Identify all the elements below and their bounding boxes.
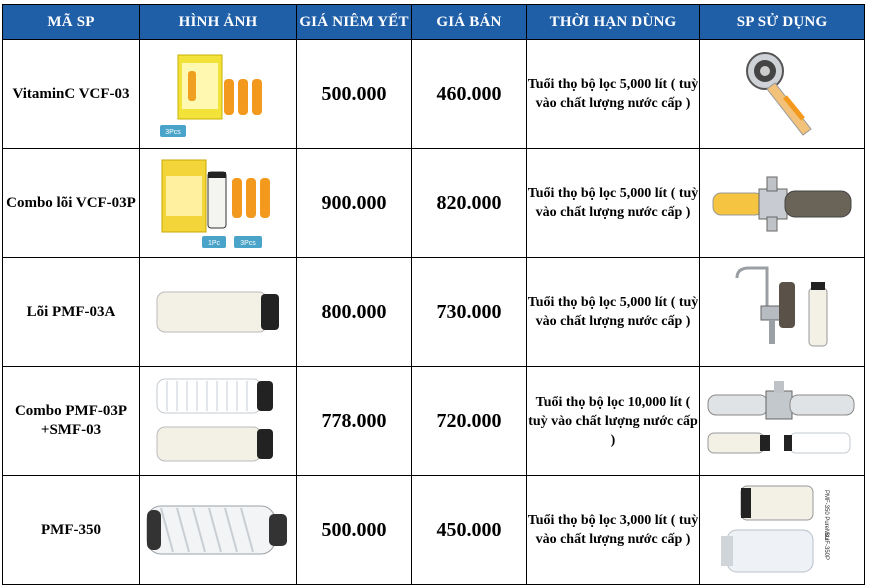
sale-price: 730.000 [412, 258, 527, 367]
product-image-cell [140, 476, 297, 585]
list-price: 778.000 [297, 367, 412, 476]
product-code: Combo lõi VCF-03P [3, 149, 140, 258]
label-pmf-350: PMF-350 PureMax [823, 490, 829, 541]
lifetime: Tuổi thọ bộ lọc 5,000 lít ( tuỳ vào chất lượng nước cấp ) [527, 149, 700, 258]
table-row [3, 367, 865, 476]
header-image: HÌNH ẢNH [140, 5, 297, 40]
table-row [3, 476, 865, 585]
product-image-cell [140, 258, 297, 367]
two-filters-image [153, 375, 283, 467]
used-with-cell [700, 258, 865, 367]
badge-1pc: 1Pc [207, 240, 221, 247]
header-list-price: GIÁ NIÊM YẾT [297, 5, 412, 40]
badge-3pcs: 3Pcs [165, 129, 181, 136]
lifetime: Tuổi thọ bộ lọc 5,000 lít ( tuỳ vào chất lượng nước cấp ) [527, 40, 700, 149]
vitamin-filter-box-image [158, 49, 278, 139]
inline-filter-housing-image [707, 173, 857, 233]
header-code: MÃ SP [3, 5, 140, 40]
list-price: 500.000 [297, 476, 412, 585]
used-with-cell [700, 367, 865, 476]
pmf-350-filter-image [143, 500, 293, 560]
cylinder-filter-image [153, 290, 283, 334]
list-price: 800.000 [297, 258, 412, 367]
header-lifetime: THỜI HẠN DÙNG [527, 5, 700, 40]
header-used-with: SP SỬ DỤNG [700, 5, 865, 40]
used-with-cell [700, 149, 865, 258]
lifetime: Tuổi thọ bộ lọc 3,000 lít ( tuỳ vào chất lượng nước cấp ) [527, 476, 700, 585]
used-with-cell [700, 476, 865, 585]
product-code: VitaminC VCF-03 [3, 40, 140, 149]
product-image-cell [140, 149, 297, 258]
badge-3pcs: 3Pcs [240, 240, 256, 247]
label-suf-350p: SUF-350P [823, 532, 829, 561]
shower-head-image [737, 49, 827, 139]
combo-filter-box-image [158, 156, 278, 250]
table-row [3, 149, 865, 258]
pmf-350-suf-350p-image [707, 482, 857, 578]
product-code: PMF-350 [3, 476, 140, 585]
sale-price: 720.000 [412, 367, 527, 476]
product-image-cell [140, 40, 297, 149]
product-image-cell [140, 367, 297, 476]
sale-price: 820.000 [412, 149, 527, 258]
sale-price: 460.000 [412, 40, 527, 149]
header-sale-price: GIÁ BÁN [412, 5, 527, 40]
header-row [3, 5, 865, 40]
product-code: Lõi PMF-03A [3, 258, 140, 367]
used-with-cell [700, 40, 865, 149]
lifetime: Tuổi thọ bộ lọc 10,000 lít ( tuỳ vào chất lượng nước cấp ) [527, 367, 700, 476]
table-row [3, 40, 865, 149]
price-table [2, 4, 865, 585]
sale-price: 450.000 [412, 476, 527, 585]
table-row [3, 258, 865, 367]
lifetime: Tuổi thọ bộ lọc 5,000 lít ( tuỳ vào chất lượng nước cấp ) [527, 258, 700, 367]
dual-filter-housing-image [704, 379, 860, 463]
faucet-filter-image [727, 266, 837, 358]
product-code: Combo PMF-03P +SMF-03 [3, 367, 140, 476]
list-price: 500.000 [297, 40, 412, 149]
list-price: 900.000 [297, 149, 412, 258]
